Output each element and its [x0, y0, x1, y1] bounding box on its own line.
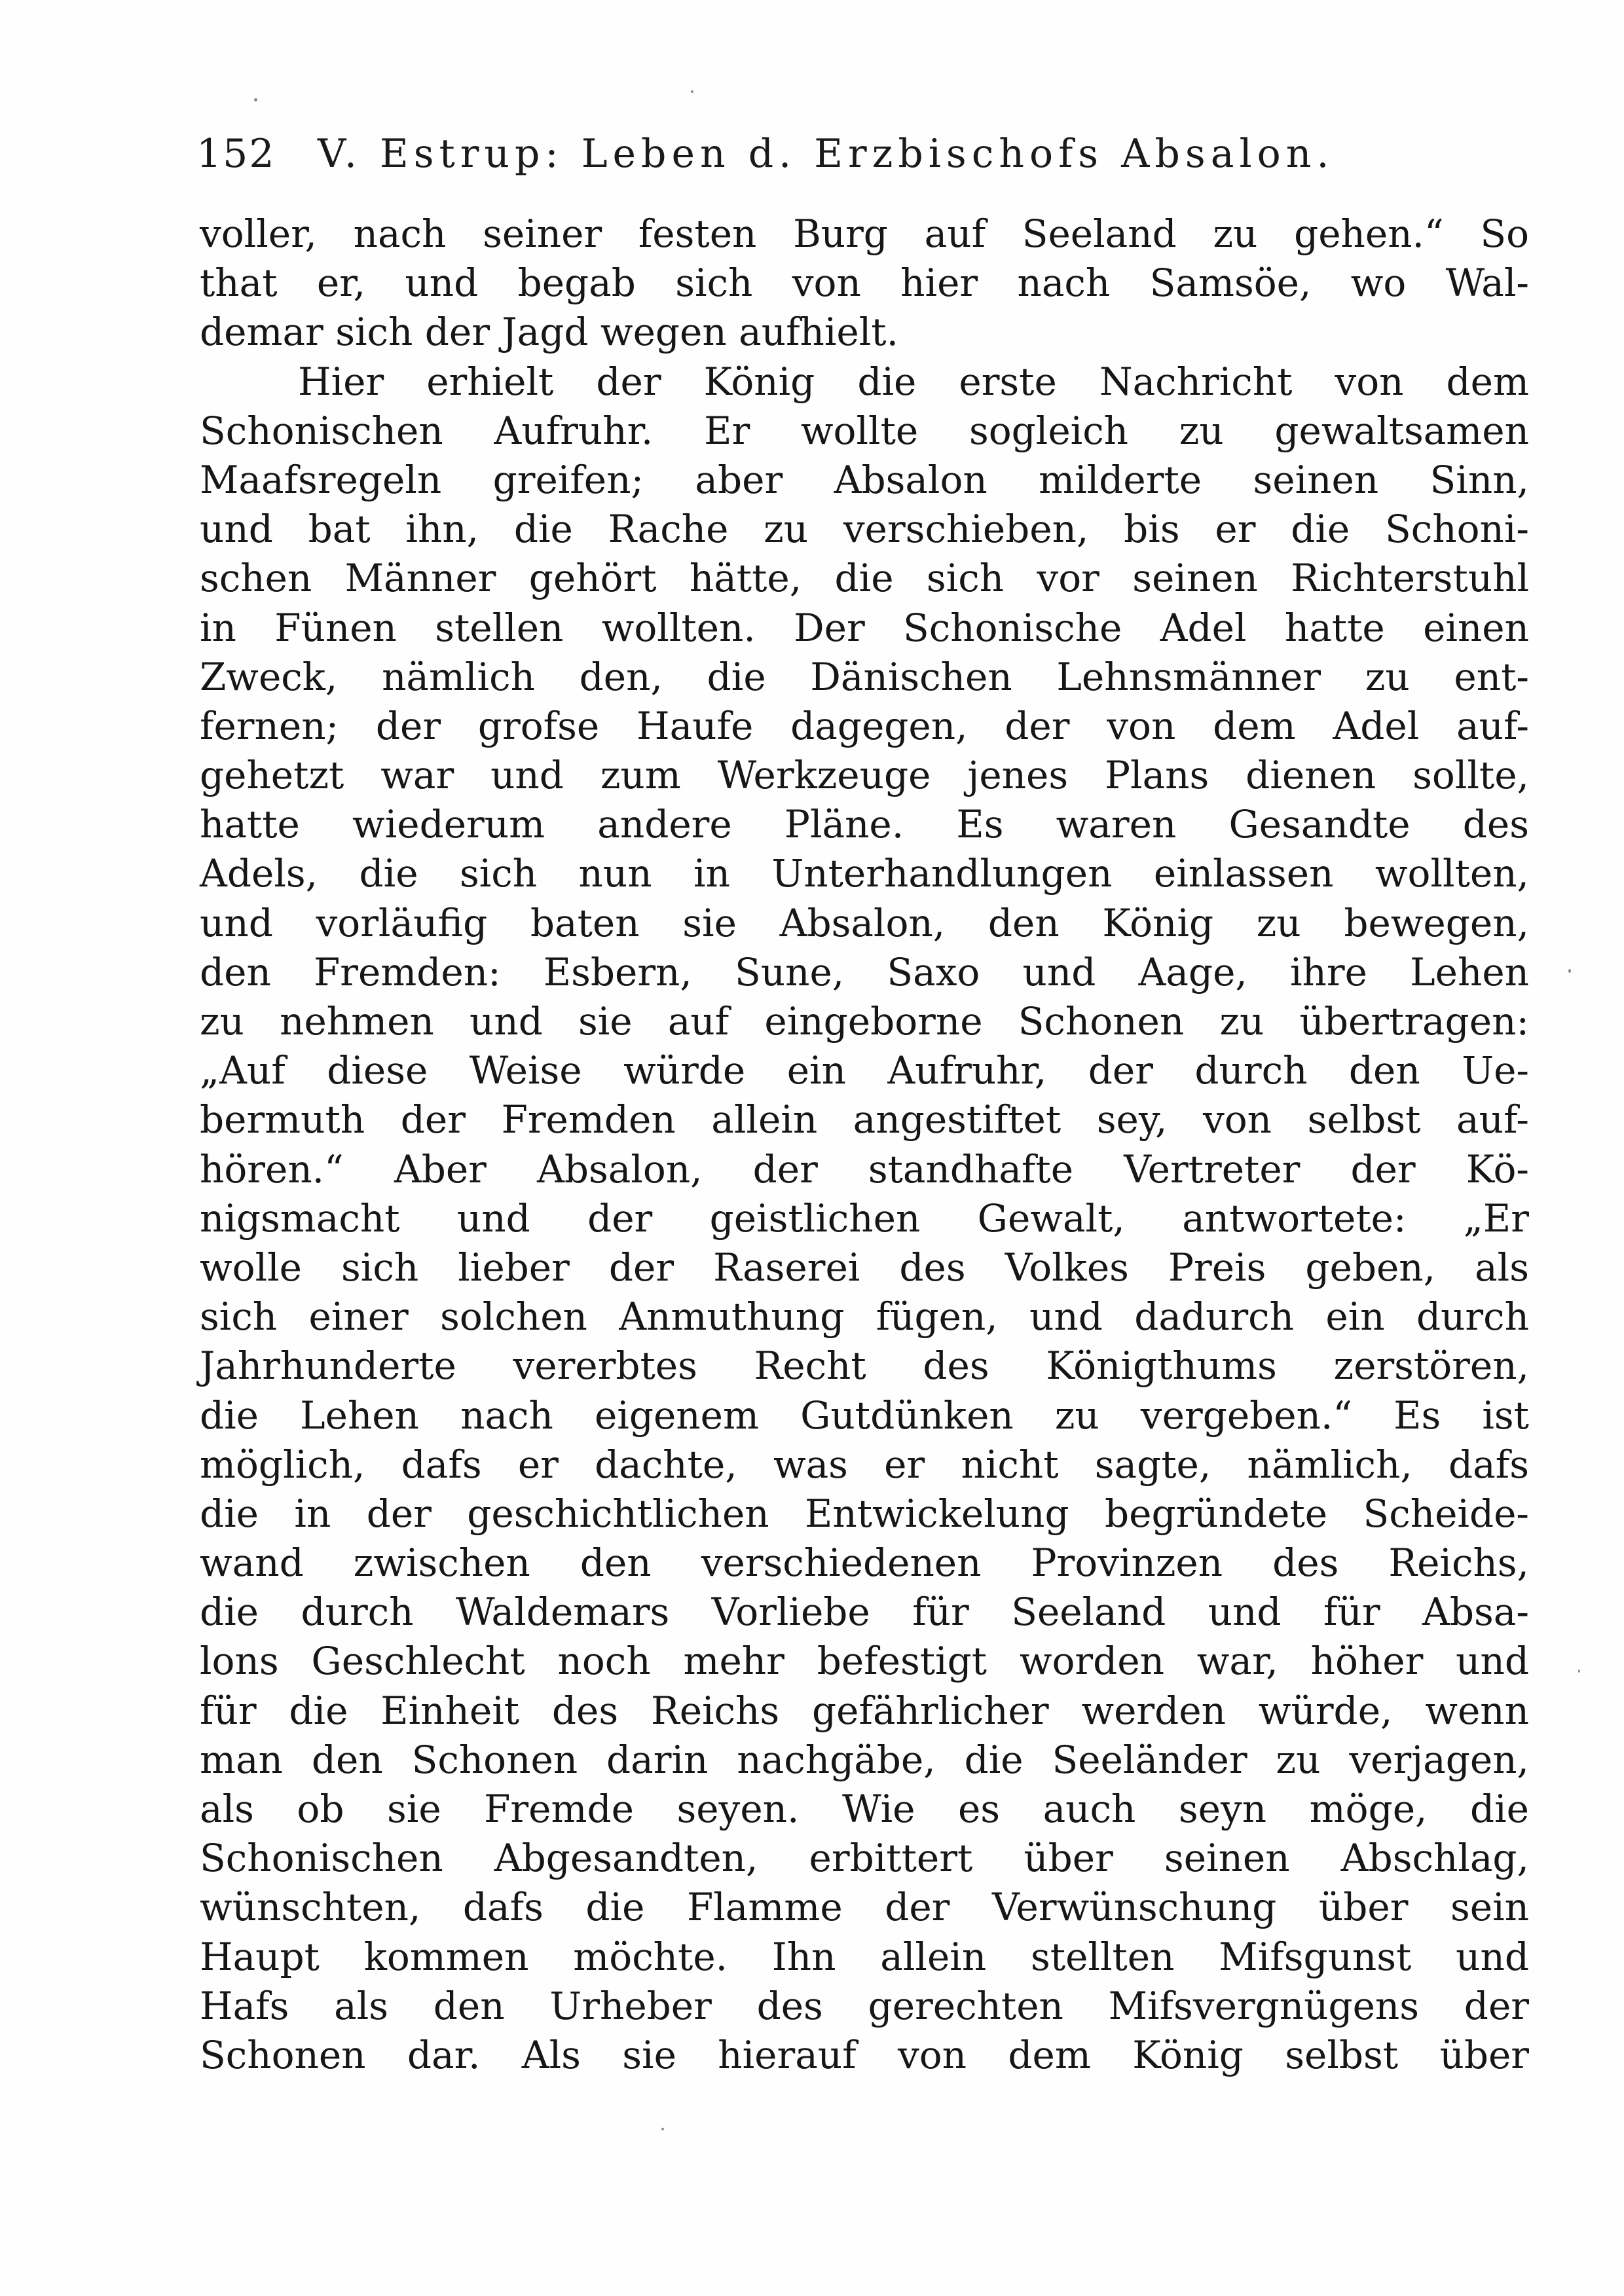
text-line: man den Schonen darin nachgäbe, die Seeländer zu verjagen,: [200, 1737, 1529, 1782]
text-line: den Fremden: Esbern, Sune, Saxo und Aage, ihre Lehen: [200, 949, 1529, 994]
text-line: Hafs als den Urheber des gerechten Mifsvergnügens der: [200, 1983, 1529, 2028]
text-line: bermuth der Fremden allein angestiftet sey, von selbst auf-: [200, 1097, 1529, 1142]
text-line: wolle sich lieber der Raserei des Volkes Preis geben, als: [200, 1245, 1529, 1290]
text-line: lons Geschlecht noch mehr befestigt worden war, höher und: [200, 1639, 1529, 1684]
text-line: zu nehmen und sie auf eingeborne Schonen zu übertragen:: [200, 999, 1529, 1044]
text-line: schen Männer gehört hätte, die sich vor seinen Richterstuhl: [200, 556, 1529, 601]
text-line: nigsmacht und der geistlichen Gewalt, antwortete: „Er: [200, 1195, 1529, 1241]
text-line: die Lehen nach eigenem Gutdünken zu vergeben.“ Es ist: [200, 1393, 1529, 1438]
text-line: für die Einheit des Reichs gefährlicher werden würde, wenn: [200, 1688, 1529, 1733]
body-text: [200, 210, 1529, 2080]
text-line: wand zwischen den verschiedenen Provinzen des Reichs,: [200, 1540, 1529, 1586]
page-number: 152: [196, 131, 276, 177]
text-line: die in der geschichtlichen Entwickelung begründete Scheide-: [200, 1491, 1529, 1536]
text-line: Zweck, nämlich den, die Dänischen Lehnsmänner zu ent-: [200, 654, 1529, 699]
print-speck: [1578, 1669, 1580, 1673]
text-line: Schonischen Aufruhr. Er wollte sogleich zu gewaltsamen: [200, 408, 1529, 453]
text-line: Jahrhunderte vererbtes Recht des Königthums zerstören,: [200, 1343, 1529, 1389]
running-title: V. Estrup: Leben d. Erzbischofs Absalon.: [318, 131, 1335, 177]
text-line: fernen; der grofse Haufe dagegen, der von dem Adel auf-: [200, 703, 1529, 748]
text-line: „Auf diese Weise würde ein Aufruhr, der durch den Ue-: [200, 1048, 1529, 1093]
text-line: und vorläufig baten sie Absalon, den König zu bewegen,: [200, 900, 1529, 945]
text-line: Hier erhielt der König die erste Nachricht von dem: [298, 359, 1529, 404]
text-line: voller, nach seiner festen Burg auf Seeland zu gehen.“ So: [200, 211, 1529, 256]
text-line: sich einer solchen Anmuthung fügen, und dadurch ein durch: [200, 1294, 1529, 1339]
text-line: als ob sie Fremde seyen. Wie es auch seyn möge, die: [200, 1787, 1529, 1831]
text-line: wünschten, dafs die Flamme der Verwünschung über sein: [200, 1885, 1529, 1930]
print-speck: [691, 90, 693, 93]
print-speck: [254, 98, 257, 101]
print-speck: [661, 2128, 664, 2130]
text-line: die durch Waldemars Vorliebe für Seeland und für Absa-: [200, 1590, 1529, 1635]
text-line: Adels, die sich nun in Unterhandlungen einlassen wollten,: [200, 851, 1529, 896]
text-line: demar sich der Jagd wegen aufhielt.: [200, 310, 899, 355]
print-speck: [1568, 969, 1571, 973]
text-line: Haupt kommen möchte. Ihn allein stellten Mifsgunst und: [200, 1934, 1529, 1979]
text-line: hören.“ Aber Absalon, der standhafte Vertreter der Kö-: [200, 1146, 1529, 1192]
page-header: [196, 131, 1532, 183]
text-line: möglich, dafs er dachte, was er nicht sagte, nämlich, dafs: [200, 1442, 1529, 1487]
text-line: in Fünen stellen wollten. Der Schonische Adel hatte einen: [200, 605, 1529, 650]
text-line: that er, und begab sich von hier nach Samsöe, wo Wal-: [200, 261, 1529, 306]
text-line: gehetzt war und zum Werkzeuge jenes Plans dienen sollte,: [200, 753, 1529, 798]
text-line: Schonischen Abgesandten, erbittert über seinen Abschlag,: [200, 1836, 1529, 1881]
text-line: Maafsregeln greifen; aber Absalon milderte seinen Sinn,: [200, 457, 1529, 502]
text-line: Schonen dar. Als sie hierauf von dem König selbst über: [200, 2032, 1529, 2077]
text-line: und bat ihn, die Rache zu verschieben, bis er die Schoni-: [200, 507, 1529, 552]
text-line: hatte wiederum andere Pläne. Es waren Gesandte des: [200, 802, 1529, 847]
